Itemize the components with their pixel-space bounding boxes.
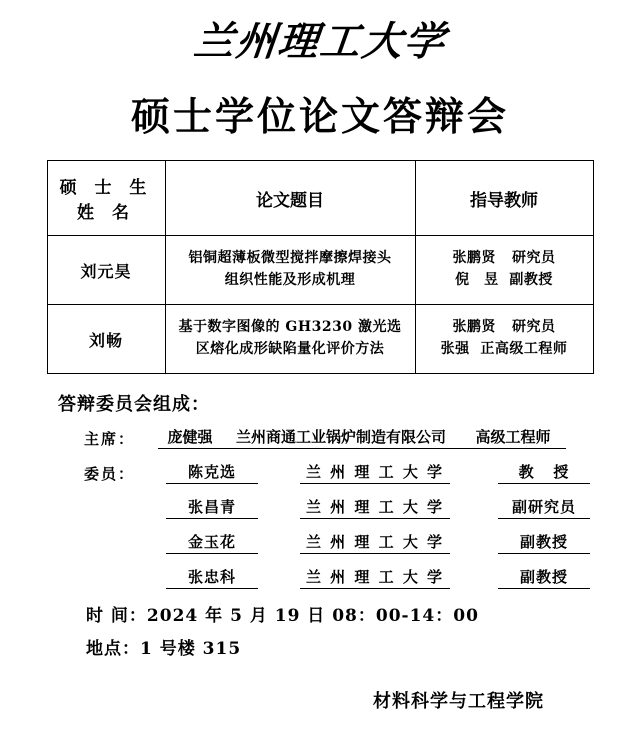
member-title: 副教授 [498,531,590,554]
supervisor-line: 倪 昱 副教授 [455,272,553,288]
thesis-title [165,305,415,374]
member-name: 陈克选 [166,461,258,484]
page-title: 硕士学位论文答辩会 [130,94,509,140]
member-organization: 兰 州 理 工 大 学 [300,461,450,484]
student-name: 刘畅 [47,305,165,374]
announcement-page [0,20,640,743]
header-cell-thesis: 论文题目 [165,161,415,236]
committee-member-row [0,461,640,484]
committee-heading: 答辩委员会组成： [58,394,210,415]
committee-member-row [0,566,640,589]
schedule-time: 时 间：2024 年 5 月 19 日 08：00-14：00 [86,606,479,626]
member-organization: 兰 州 理 工 大 学 [300,531,450,554]
member-title: 教 授 [498,461,590,484]
table-row [47,236,593,305]
member-title: 副研究员 [498,496,590,519]
table-row [47,305,593,374]
thesis-table [47,160,594,374]
thesis-title-line: 铝铜超薄板微型搅拌摩擦焊接头 [188,250,392,267]
committee-member-row [0,531,640,554]
student-name: 刘元昊 [47,236,165,305]
committee-chair-row [0,426,640,449]
university-name: 兰州理工大学 [191,18,449,65]
chair-role-label: 主席： [84,430,136,448]
department-footer: 材料科学与工程学院 [373,691,544,712]
committee-member-row [0,496,640,519]
chair-organization: 兰州商通工业锅炉制造有限公司 [222,426,460,449]
thesis-title-line: 区熔化成形缺陷量化评价方法 [195,341,385,357]
member-title: 副教授 [498,566,590,589]
chair-title: 高级工程师 [460,426,566,449]
schedule-place: 地点：1 号楼 315 [86,639,242,659]
member-name: 张忠科 [166,566,258,589]
supervisor-line: 张鹏贤 研究员 [452,319,556,336]
table-header-row [47,161,593,236]
header-cell-supervisor: 指导教师 [415,161,593,236]
header-name-line1: 硕 士 生 [59,178,153,198]
header-name-line2: 姓 名 [77,203,135,223]
member-name: 金玉花 [166,531,258,554]
member-organization: 兰 州 理 工 大 学 [300,566,450,589]
chair-name: 庞健强 [158,426,222,449]
member-organization: 兰 州 理 工 大 学 [300,496,450,519]
supervisor-line: 张强 正高级工程师 [440,341,568,357]
supervisor-cell [415,305,593,374]
members-role-label: 委员： [84,465,136,483]
thesis-title-line: 基于数字图像的 GH3230 激光选 [178,319,402,336]
member-name: 张昌青 [166,496,258,519]
thesis-title [165,236,415,305]
supervisor-cell [415,236,593,305]
supervisor-line: 张鹏贤 研究员 [452,250,556,267]
thesis-title-line: 组织性能及形成机理 [224,272,356,288]
header-cell-name [47,161,165,236]
